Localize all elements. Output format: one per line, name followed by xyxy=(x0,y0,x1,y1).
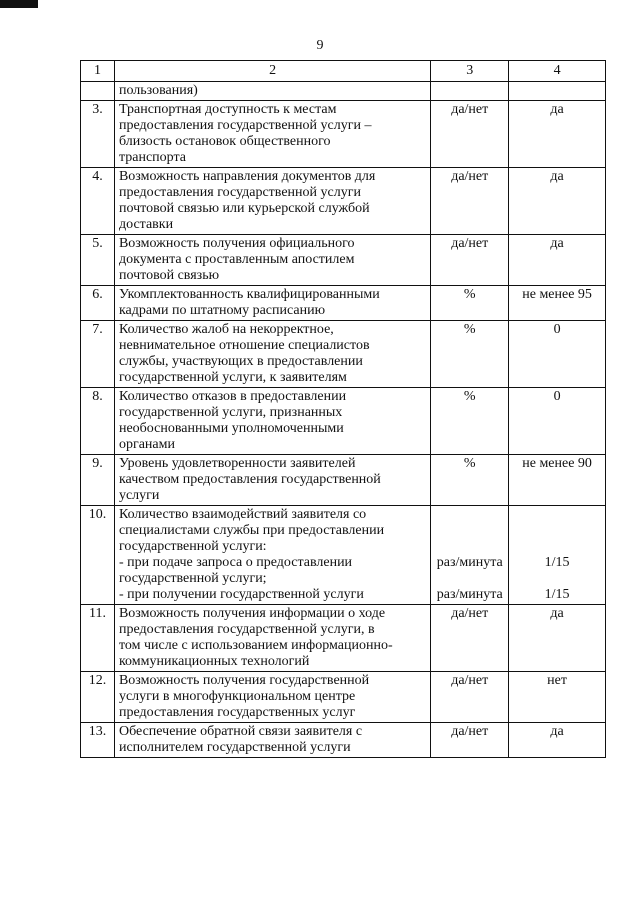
row-value: да xyxy=(509,723,606,758)
description-line: качеством предоставления государственной xyxy=(118,472,381,487)
row-number: 6. xyxy=(81,286,115,321)
description-line: близость остановок общественного xyxy=(118,134,331,149)
row-value: 0 xyxy=(509,388,606,455)
row-value-receipt: 1/15 xyxy=(544,587,570,602)
description-line: - при получении государственной услуги xyxy=(118,587,364,602)
row-unit: % xyxy=(431,388,509,455)
description-line: почтовой связью xyxy=(118,268,220,283)
description-line: услуги xyxy=(118,488,160,503)
row-unit: да/нет xyxy=(431,605,509,672)
description-line: документа с проставленным апостилем xyxy=(118,252,355,267)
row-value: да xyxy=(509,235,606,286)
description-line: органами xyxy=(118,437,175,452)
description-line: невнимательное отношение специалистов xyxy=(118,338,370,353)
table-row xyxy=(81,605,606,672)
row-unit: да/нет xyxy=(431,168,509,235)
description-line: Количество отказов в предоставлении xyxy=(118,389,347,404)
row-unit-submission: раз/минута xyxy=(436,555,503,570)
description-line: государственной услуги: xyxy=(118,539,267,554)
row-value-submission: 1/15 xyxy=(544,555,570,570)
row-description xyxy=(114,321,430,388)
table-row xyxy=(81,455,606,506)
row-description xyxy=(114,388,430,455)
row-number: 11. xyxy=(81,605,115,672)
table-row xyxy=(81,101,606,168)
row-description xyxy=(114,506,430,605)
row-description xyxy=(114,286,430,321)
row-value: не менее 95 xyxy=(509,286,606,321)
description-line: Обеспечение обратной связи заявителя с xyxy=(118,724,363,739)
description-line: Количество взаимодействий заявителя со xyxy=(118,507,367,522)
description-line: кадрами по штатному расписанию xyxy=(118,303,326,318)
row-unit: % xyxy=(431,321,509,388)
page-number: 9 xyxy=(316,38,324,53)
description-line: - при подаче запроса о предоставлении xyxy=(118,555,353,570)
description-line: доставки xyxy=(118,217,174,232)
row-description xyxy=(114,605,430,672)
description-line: предоставления государственных услуг xyxy=(118,705,356,720)
indicators-table xyxy=(80,60,606,758)
description-line: государственной услуги, к заявителям xyxy=(118,370,347,385)
description-line: предоставления государственной услуги xyxy=(118,185,361,200)
row-number: 9. xyxy=(81,455,115,506)
table-row xyxy=(81,286,606,321)
description-line: Возможность направления документов для xyxy=(118,169,376,184)
column-header-4: 4 xyxy=(509,61,606,82)
description-line: необоснованными уполномоченными xyxy=(118,421,344,436)
description-line: Возможность получения государственной xyxy=(118,673,370,688)
description-line: государственной услуги; xyxy=(118,571,267,586)
row-number: 12. xyxy=(81,672,115,723)
description-line: специалистами службы при предоставлении xyxy=(118,523,385,538)
description-line: Транспортная доступность к местам xyxy=(118,102,337,117)
row-unit: да/нет xyxy=(431,235,509,286)
row-description xyxy=(114,723,430,758)
table-row xyxy=(81,388,606,455)
continuation-text: пользования) xyxy=(114,82,430,101)
description-line: Возможность получения информации о ходе xyxy=(118,606,386,621)
row-description xyxy=(114,455,430,506)
row-description xyxy=(114,101,430,168)
description-line: транспорта xyxy=(118,150,186,165)
table-row xyxy=(81,235,606,286)
table-row xyxy=(81,321,606,388)
description-line: государственной услуги, признанных xyxy=(118,405,343,420)
row-number: 4. xyxy=(81,168,115,235)
description-line: предоставления государственной услуги – xyxy=(118,118,372,133)
description-line: почтовой связью или курьерской службой xyxy=(118,201,370,216)
row-unit: % xyxy=(431,455,509,506)
row-number: 7. xyxy=(81,321,115,388)
row-value: да xyxy=(509,101,606,168)
column-header-2: 2 xyxy=(114,61,430,82)
description-line: исполнителем государственной услуги xyxy=(118,740,351,755)
description-line: Возможность получения официального xyxy=(118,236,355,251)
description-line: услуги в многофункциональном центре xyxy=(118,689,356,704)
description-line: коммуникационных технологий xyxy=(118,654,310,669)
row-unit: да/нет xyxy=(431,672,509,723)
row-value: да xyxy=(509,168,606,235)
row-description xyxy=(114,235,430,286)
description-line: службы, участвующих в предоставлении xyxy=(118,354,363,369)
table-header-row xyxy=(81,61,606,82)
row-description xyxy=(114,672,430,723)
scan-corner-mark xyxy=(0,0,38,8)
row-number: 8. xyxy=(81,388,115,455)
row-unit: да/нет xyxy=(431,101,509,168)
table-row xyxy=(81,168,606,235)
table-row xyxy=(81,506,606,605)
description-line: предоставления государственной услуги, в xyxy=(118,622,375,637)
row-unit: % xyxy=(431,286,509,321)
description-line: Количество жалоб на некорректное, xyxy=(118,322,334,337)
table-row-continuation xyxy=(81,82,606,101)
row-value: 0 xyxy=(509,321,606,388)
description-line: Уровень удовлетворенности заявителей xyxy=(118,456,356,471)
row-number: 13. xyxy=(81,723,115,758)
row-value: не менее 90 xyxy=(509,455,606,506)
row-number: 5. xyxy=(81,235,115,286)
table-row xyxy=(81,672,606,723)
row-description xyxy=(114,168,430,235)
row-number: 10. xyxy=(81,506,115,605)
description-line: Укомплектованность квалифицированными xyxy=(118,287,380,302)
description-line: том числе с использованием информационно- xyxy=(118,638,393,653)
row-unit xyxy=(431,506,509,605)
column-header-1: 1 xyxy=(81,61,115,82)
row-unit-receipt: раз/минута xyxy=(436,587,503,602)
column-header-3: 3 xyxy=(431,61,509,82)
row-number: 3. xyxy=(81,101,115,168)
row-value xyxy=(509,506,606,605)
table-row xyxy=(81,723,606,758)
row-value: да xyxy=(509,605,606,672)
row-unit: да/нет xyxy=(431,723,509,758)
row-value: нет xyxy=(509,672,606,723)
